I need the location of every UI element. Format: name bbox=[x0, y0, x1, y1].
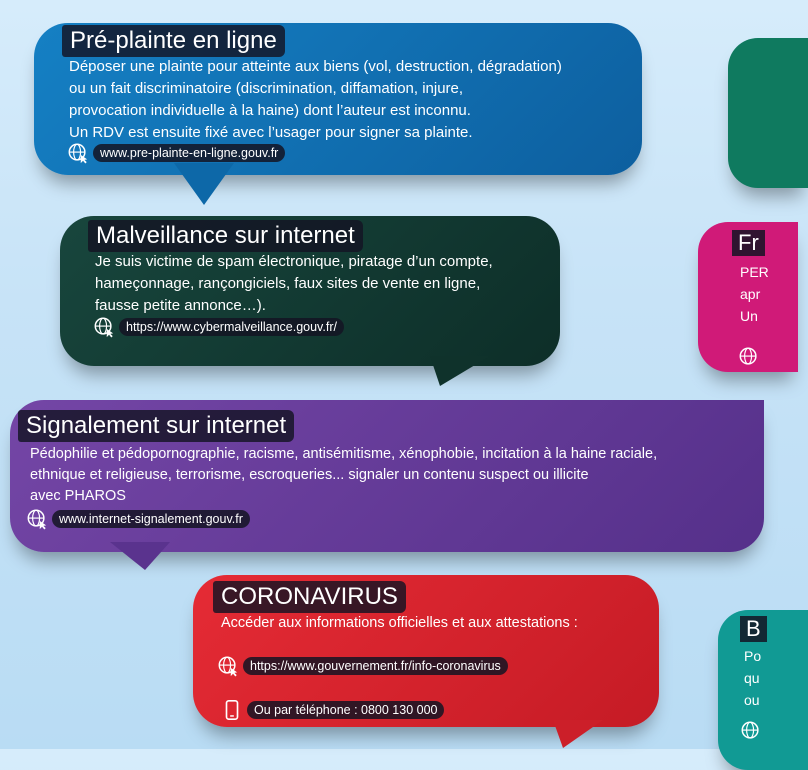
malveillance-bubble bbox=[60, 216, 560, 366]
malveillance-line-2: hameçonnage, rançongiciels, faux sites de vente en ligne, bbox=[95, 275, 481, 292]
coronavirus-link[interactable] bbox=[217, 655, 508, 677]
malveillance-title: Malveillance sur internet bbox=[88, 220, 363, 252]
preplainte-link[interactable] bbox=[67, 142, 285, 164]
coronavirus-line-1: Accéder aux informations officielles et aux attestations : bbox=[221, 615, 578, 631]
partial-teal-line-2: qu bbox=[744, 670, 760, 686]
smartphone-icon bbox=[221, 699, 243, 721]
partial-pink-line-1: PER bbox=[740, 264, 769, 280]
bubble-tail bbox=[430, 356, 490, 388]
bubble-tail bbox=[553, 720, 603, 750]
partial-pink-line-2: apr bbox=[740, 286, 761, 302]
signalement-line-1: Pédophilie et pédopornographie, racisme, antisémitisme, xénophobie, incitation à la haine raciale, bbox=[30, 446, 658, 462]
signalement-link[interactable] bbox=[26, 508, 250, 530]
preplainte-line-3: provocation individuelle à la haine) dont l’auteur est inconnu. bbox=[69, 102, 471, 119]
malveillance-line-3: fausse petite annonce…). bbox=[95, 297, 266, 314]
coronavirus-bubble bbox=[193, 575, 659, 727]
preplainte-bubble bbox=[34, 23, 642, 175]
preplainte-url[interactable]: www.pre-plainte-en-ligne.gouv.fr bbox=[93, 144, 285, 162]
signalement-line-2: ethnique et religieuse, terrorisme, escroqueries... signaler un contenu suspect ou illicite bbox=[30, 467, 589, 483]
preplainte-line-4: Un RDV est ensuite fixé avec l’usager pour signer sa plainte. bbox=[69, 124, 473, 141]
signalement-title: Signalement sur internet bbox=[18, 410, 294, 442]
preplainte-line-2: ou un fait discriminatoire (discrimination, diffamation, injure, bbox=[69, 80, 464, 97]
preplainte-title: Pré-plainte en ligne bbox=[62, 25, 285, 57]
preplainte-line-1: Déposer une plainte pour atteinte aux biens (vol, destruction, dégradation) bbox=[69, 58, 562, 75]
signalement-url[interactable]: www.internet-signalement.gouv.fr bbox=[52, 510, 250, 528]
coronavirus-phone[interactable] bbox=[221, 699, 444, 721]
malveillance-line-1: Je suis victime de spam électronique, piratage d’un compte, bbox=[95, 253, 493, 270]
bubble-tail bbox=[110, 542, 170, 572]
partial-pink-bubble bbox=[698, 222, 798, 372]
globe-cursor-icon bbox=[740, 720, 762, 742]
partial-pink-title: Fr bbox=[732, 230, 765, 256]
bubble-tail bbox=[174, 163, 234, 208]
partial-teal-line-3: ou bbox=[744, 692, 760, 708]
globe-cursor-icon bbox=[26, 508, 48, 530]
partial-teal-title: B bbox=[740, 616, 767, 642]
signalement-line-3: avec PHAROS bbox=[30, 488, 126, 504]
coronavirus-title: CORONAVIRUS bbox=[213, 581, 406, 613]
coronavirus-phone-label[interactable]: Ou par téléphone : 0800 130 000 bbox=[247, 701, 444, 719]
signalement-bubble bbox=[10, 400, 764, 552]
coronavirus-url[interactable]: https://www.gouvernement.fr/info-coronavirus bbox=[243, 657, 508, 675]
globe-cursor-icon bbox=[93, 316, 115, 338]
partial-teal-line-1: Po bbox=[744, 648, 762, 664]
partial-teal-bubble bbox=[718, 610, 808, 770]
malveillance-url[interactable]: https://www.cybermalveillance.gouv.fr/ bbox=[119, 318, 344, 336]
globe-cursor-icon bbox=[738, 346, 760, 368]
partial-pink-line-3: Un bbox=[740, 308, 758, 324]
globe-cursor-icon bbox=[217, 655, 239, 677]
globe-cursor-icon bbox=[67, 142, 89, 164]
malveillance-link[interactable] bbox=[93, 316, 344, 338]
partial-green-bubble bbox=[728, 38, 808, 188]
